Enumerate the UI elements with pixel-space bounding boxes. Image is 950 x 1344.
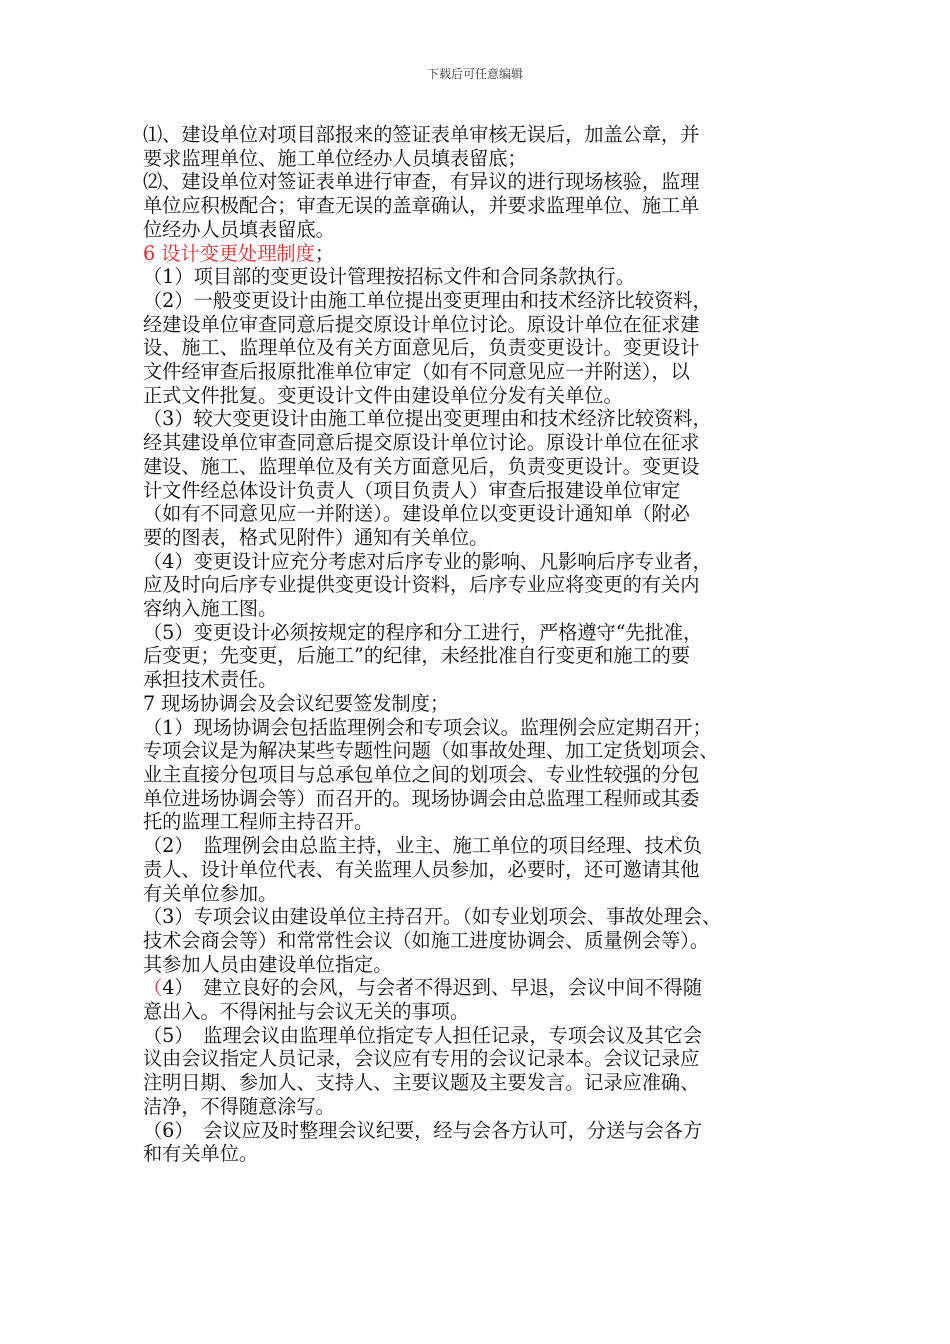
text-line: 正式文件批复。变更设计文件由建设单位分发有关单位。	[143, 383, 623, 407]
text-line: 容纳入施工图。	[143, 597, 278, 621]
text-line: 责人、设计单位代表、有关监理人员参加，必要时，还可邀请其他	[143, 857, 700, 881]
paragraph-s7-5	[143, 1024, 811, 1119]
text-segment: ；	[314, 241, 334, 265]
text-line: 技术会商会等）和常常性会议（如施工进度协调会、质量例会等）。	[143, 928, 710, 952]
text-line: 后变更；先变更，后施工”的纪律，未经批准自行变更和施工的要	[143, 644, 691, 668]
text-line: 文件经审查后报原批准单位审定（如有不同意见应一并附送），以	[143, 360, 690, 384]
text-line: （1）现场协调会包括监理例会和专项会议。监理例会应定期召开；	[143, 715, 712, 739]
text-line: 计文件经总体设计负责人（项目负责人）审查后报建设单位审定	[143, 478, 681, 502]
highlighted-text: （	[143, 976, 163, 1000]
paragraph-s6-4	[143, 550, 811, 621]
text-line: 单位进场协调会等）而召开的。现场协调会由总监理工程师或其委	[143, 786, 700, 810]
paragraph-s7	[143, 692, 811, 716]
text-line: 设、施工、监理单位及有关方面意见后，负责变更设计。变更设计	[143, 336, 700, 360]
paragraph-s6-5	[143, 621, 811, 692]
paragraph-p2	[143, 170, 811, 241]
text-line: 建设、施工、监理单位及有关方面意见后，负责变更设计。变更设	[143, 454, 700, 478]
text-line: 要求监理单位、施工单位经办人员填表留底；	[143, 146, 527, 170]
paragraph-s6-1	[143, 265, 811, 289]
text-line	[143, 976, 811, 1000]
text-line: （1）项目部的变更设计管理按招标文件和合同条款执行。	[143, 265, 635, 289]
text-line: 其参加人员由建设单位指定。	[143, 952, 393, 976]
text-line: 位经办人员填表留底。	[143, 217, 335, 241]
page-header: 下载后可任意编辑	[426, 67, 523, 81]
text-segment: 4） 建立良好的会风，与会者不得迟到、早退，会议中间不得随	[162, 976, 703, 1000]
text-line: 业主直接分包项目与总承包单位之间的划项会、专业性较强的分包	[143, 762, 700, 786]
text-line: 经建设单位审查同意后提交原设计单位讨论。原设计单位在征求建	[143, 312, 700, 336]
text-line: 洁净，不得随意涂写。	[143, 1094, 335, 1118]
document-body	[143, 123, 811, 1166]
paragraph-s7-6	[143, 1119, 811, 1166]
text-line: 单位应积极配合；审查无误的盖章确认，并要求监理单位、施工单	[143, 194, 700, 218]
text-line: ⑴、建设单位对项目部报来的签证表单审核无误后，加盖公章，并	[143, 123, 700, 146]
paragraph-s6-3	[143, 407, 811, 549]
paragraph-s7-1	[143, 716, 811, 835]
text-line	[143, 242, 811, 266]
highlighted-text: 6 设计变更处理制度	[143, 241, 315, 265]
text-line: （2）一般变更设计由施工单位提出变更理由和技术经济比较资料，	[143, 288, 712, 312]
text-line: 和有关单位。	[143, 1142, 259, 1166]
paragraph-p1	[143, 123, 811, 170]
text-line: 注明日期、参加人、支持人、主要议题及主要发言。记录应准确、	[143, 1071, 700, 1095]
text-line: （2） 监理例会由总监主持，业主、施工单位的项目经理、技术负	[143, 834, 703, 858]
text-line: 有关单位参加。	[143, 881, 278, 905]
text-line: （4）变更设计应充分考虑对后序专业的影响、凡影响后序专业者，	[143, 549, 712, 573]
text-line: （5）变更设计必须按规定的程序和分工进行，严格遵守“先批准，	[143, 620, 703, 644]
text-line: 托的监理工程师主持召开。	[143, 810, 374, 834]
text-line: （3）较大变更设计由施工单位提出变更理由和技术经济比较资料，	[143, 407, 712, 431]
text-line: 要的图表，格式见附件）通知有关单位。	[143, 525, 489, 549]
paragraph-s7-3	[143, 905, 811, 976]
text-line: 承担技术责任。	[143, 668, 278, 692]
text-line: 专项会议是为解决某些专题性问题（如事故处理、加工定货划项会、	[143, 739, 719, 763]
paragraph-s6-2	[143, 289, 811, 408]
text-line: 经其建设单位审查同意后提交原设计单位讨论。原设计单位在征求	[143, 431, 700, 455]
text-line: （6） 会议应及时整理会议纪要，经与会各方认可，分送与会各方	[143, 1118, 703, 1142]
text-line: （3）专项会议由建设单位主持召开。（如专业划项会、事故处理会、	[143, 905, 722, 929]
paragraph-s7-4	[143, 976, 811, 1023]
text-line: ⑵、建设单位对签证表单进行审查，有异议的进行现场核验，监理	[143, 170, 700, 194]
text-line: 应及时向后序专业提供变更设计资料，后序专业应将变更的有关内	[143, 573, 700, 597]
text-line: （如有不同意见应一并附送）。建设单位以变更设计通知单（附必	[143, 502, 690, 526]
text-line: 意出入。不得闲扯与会议无关的事项。	[143, 1000, 470, 1024]
text-line: （5） 监理会议由监理单位指定专人担任记录，专项会议及其它会	[143, 1023, 703, 1047]
text-line: 议由会议指定人员记录，会议应有专用的会议记录本。会议记录应	[143, 1047, 700, 1071]
paragraph-s7-2	[143, 834, 811, 905]
paragraph-s6	[143, 242, 811, 266]
text-line: 7 现场协调会及会议纪要签发制度；	[143, 691, 450, 715]
